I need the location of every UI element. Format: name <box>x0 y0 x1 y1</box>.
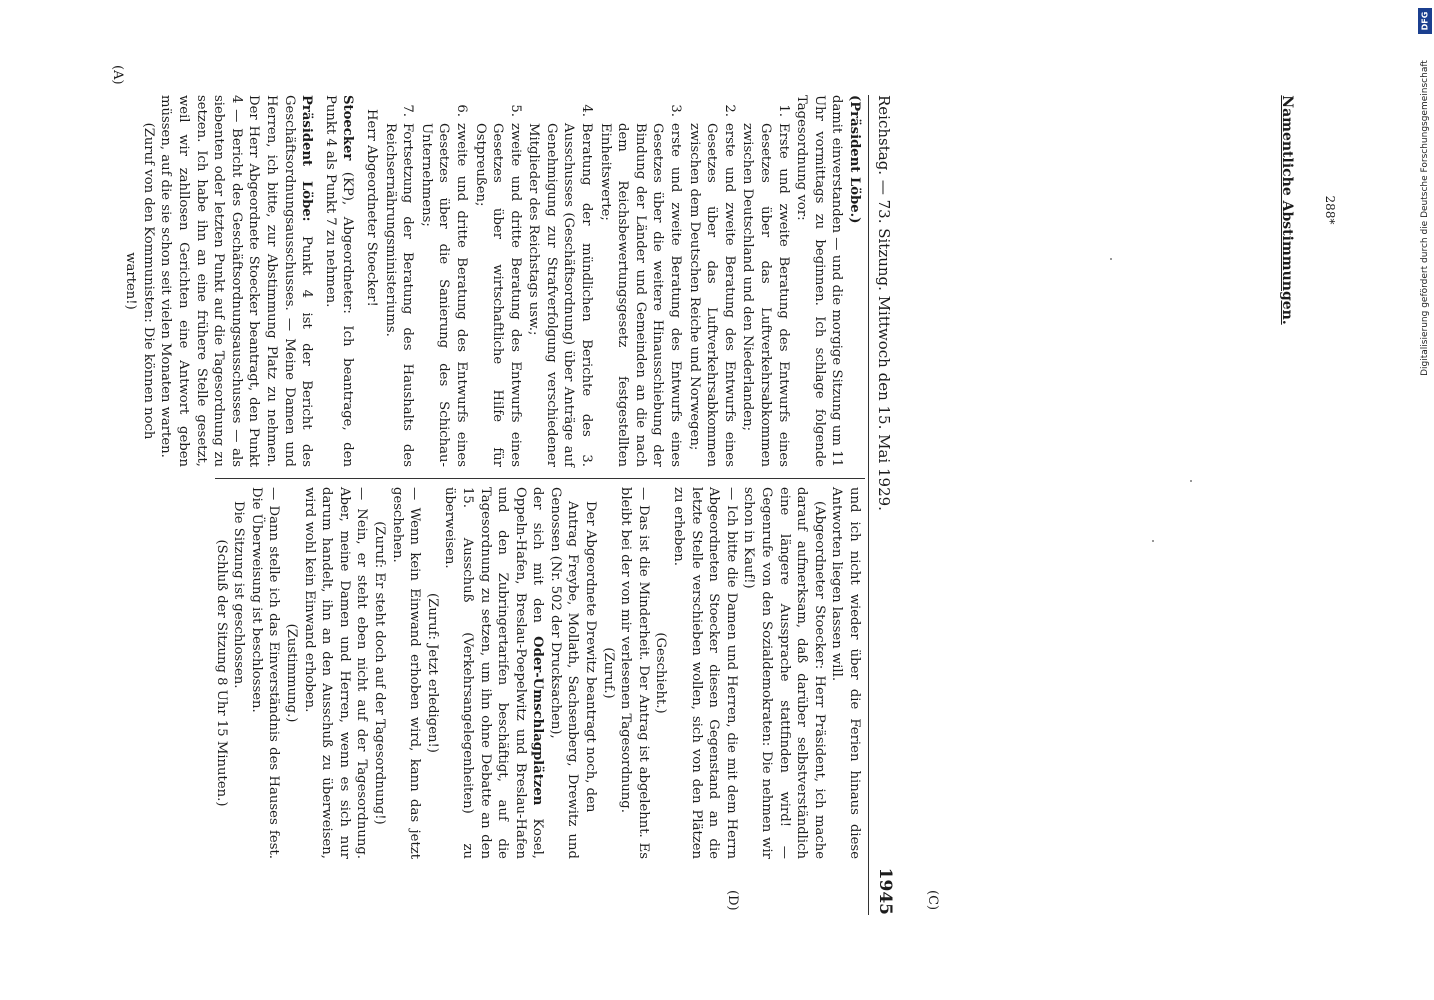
left-column <box>122 95 863 467</box>
section-heading: Namentliche Abstimmungen. <box>1279 95 1295 325</box>
paragraph: Punkt 4 ist der Bericht des Geschäftsordnungsausschusses. — Meine Damen und Herren, ich bitte, zur Abstimmung Platz zu nehmen. Der Herr Abgeordnete Stoecker beantragt, den Punkt 4 — Bericht des Geschäftsordnungsausschusses — als siebenten oder letzten Punkt auf die Tagesordnung zu setzen. Ich habe ihn an eine frühere Stelle gesetzt, weil wir zahllosen Gerichten eine Antwort geben müssen, auf die sie schon seit vielen Monaten warten. <box>158 95 315 467</box>
agenda-item <box>471 95 524 467</box>
paragraph: — Nein, er steht eben nicht auf der Tagesordnung. Aber, meine Damen und Herren, wenn es sich nur darum handelt, ihn an den Ausschuß zu überweisen, wird wohl kein Einwand erhoben. <box>301 487 370 859</box>
paragraph: (KP), Abgeordneter: Ich beantrage, den Punkt 4 als Punkt 7 zu nehmen. <box>322 95 356 467</box>
margin-mark-c: (C) <box>925 890 940 911</box>
paragraph: — Wenn kein Einwand erhoben wird, kann das jetzt geschehen. <box>389 487 423 859</box>
item-number: 3. <box>668 104 684 117</box>
agenda-item <box>685 95 738 467</box>
page-number: 1945 <box>875 867 895 915</box>
item-text: Erste und zweite Beratung des Entwurfs eines Gesetzes über das Luftverkehrsabkommen zwischen Deutschland und den Niederlanden; <box>740 123 791 467</box>
speaker-label: (Präsident Löbe.) <box>847 95 862 224</box>
right-column <box>212 487 863 859</box>
interjection: (Abgeordneter Stoecker: Herr Präsident, ich mache darauf aufmerksam, daß darüber selbstverständlich eine längere Aussprache stattfinden wird! — Gegenrufe von den Sozialdemokraten: Die nehmen wir schon in Kauf!) <box>741 487 827 859</box>
interjection: (Geschieht.) <box>653 632 669 714</box>
item-number: 7. <box>400 104 416 117</box>
header-title: Reichstag. — 73. Sitzung. Mittwoch den 15. Mai 1929. <box>875 95 893 511</box>
item-number: 4. <box>579 104 595 117</box>
rotated-page <box>110 65 940 915</box>
column-divider <box>215 478 865 479</box>
paragraph: damit einverstanden — und die morgige Sitzung um 11 Uhr vormittags zu beginnen. Ich schlage folgende Tagesordnung vor: <box>794 95 845 467</box>
paragraph: — Das ist die Minderheit. Der Antrag ist abgelehnt. Es bleibt bei der von mir verlesenen Tagesordnung. <box>618 487 651 859</box>
item-text: erste und zweite Beratung des Entwurfs eines Gesetzes über die weitere Hinausschiebung der Bindung der Länder und Gemeinden an die nach dem Reichsbewertungsgesetz festgestellten Einheitswerte; <box>597 123 684 467</box>
interjection: (Zuruf von den Kommunisten: Die können noch warten!) <box>123 122 156 440</box>
emphasis: Oder-Umschlagplätzen <box>530 636 546 806</box>
item-number: 2. <box>721 104 737 117</box>
agenda-item <box>596 95 684 467</box>
margin-mark-a: (A) <box>110 65 125 85</box>
interjection: (Zuruf.) <box>600 647 616 699</box>
item-text: zweite und dritte Beratung des Entwurfs eines Gesetzes über wirtschaftliche Hilfe für Ostpreußen; <box>472 123 523 467</box>
scan-speck <box>1110 258 1112 260</box>
item-text: Beratung der mündlichen Berichte des 3. Ausschusses (Geschäftsordnung) über Anträge auf Genehmigung zur Strafverfolgung verschiedener Mitglieder des Reichstags usw.; <box>526 123 595 467</box>
item-text: Fortsetzung der Beratung des Haushalts des Reichsernährungsministeriums. <box>382 123 416 467</box>
paragraph: Kosel, Oppeln-Hafen, Breslau-Poepelwitz und Breslau-Hafen und den Zubringertarifen beschäftigt, auf die Tagesordnung zu setzen, um ihn ohne Debatte an den 15. Ausschuß (Verkehrsangelegenheiten) zu überweisen. <box>442 487 546 859</box>
paragraph: Die Sitzung ist geschlossen. <box>231 501 247 689</box>
item-text: zweite und dritte Beratung des Entwurfs eines Gesetzes über die Sanierung des Schichau-Unternehmens; <box>418 123 469 467</box>
motion: Antrag Freybe, Mollath, Sachsenberg, Drewitz und Genossen (Nr. 502 der Drucksachen), <box>547 487 581 859</box>
interjection: (Zuruf: Er steht doch auf der Tagesordnung!) <box>371 521 387 825</box>
speaker-label: Präsident Löbe: <box>299 95 315 222</box>
scan-speck <box>1152 540 1154 542</box>
margin-mark-d: (D) <box>725 890 740 911</box>
paragraph: — Ich bitte die Damen und Herren, die mit dem Herrn Abgeordneten Stoecker diesen Gegenstand an die letzte Stelle verschieben wollen, sich von den Plätzen zu erheben. <box>671 487 739 859</box>
dfg-sidebar <box>1418 8 1434 393</box>
paragraph: und ich nicht wieder über die Ferien hinaus diese Antworten liegen lassen will. <box>829 487 862 859</box>
item-number: 5. <box>507 104 523 117</box>
agenda-item <box>417 95 470 467</box>
item-number: 1. <box>775 104 791 117</box>
paragraph: — Dann stelle ich das Einverständnis des Hauses fest. Die Überweisung ist beschlossen. <box>248 487 282 859</box>
agenda-item <box>381 95 416 467</box>
agenda-item <box>739 95 792 467</box>
paragraph: Der Abgeordnete Drewitz beantragt noch, den <box>583 501 599 813</box>
running-header <box>869 95 895 915</box>
scan-speck <box>1190 480 1192 482</box>
funding-note: Digitalisierung gefördert durch die Deutsche Forschungsgemeinschaft <box>1420 60 1430 376</box>
item-number: 6. <box>453 104 469 117</box>
interjection: (Zuruf: Jetzt erledigen!) <box>424 593 440 753</box>
footer-page-number: 288* <box>1323 195 1337 225</box>
closing-note: (Schluß der Sitzung 8 Uhr 15 Minuten.) <box>213 539 229 807</box>
header-rule <box>868 95 869 915</box>
item-text: erste und zweite Beratung des Entwurfs eines Gesetzes über das Luftverkehrsabkommen zwischen dem Deutschen Reiche und Norwegen; <box>686 123 737 467</box>
paragraph: der sich mit den <box>530 487 546 637</box>
dfg-logo: DFG <box>1418 8 1432 34</box>
paragraph: Herr Abgeordneter Stoecker! <box>363 109 379 307</box>
interjection: (Zustimmung.) <box>284 623 299 723</box>
agenda-item <box>525 95 595 467</box>
speaker-label: Stoecker <box>340 95 356 161</box>
